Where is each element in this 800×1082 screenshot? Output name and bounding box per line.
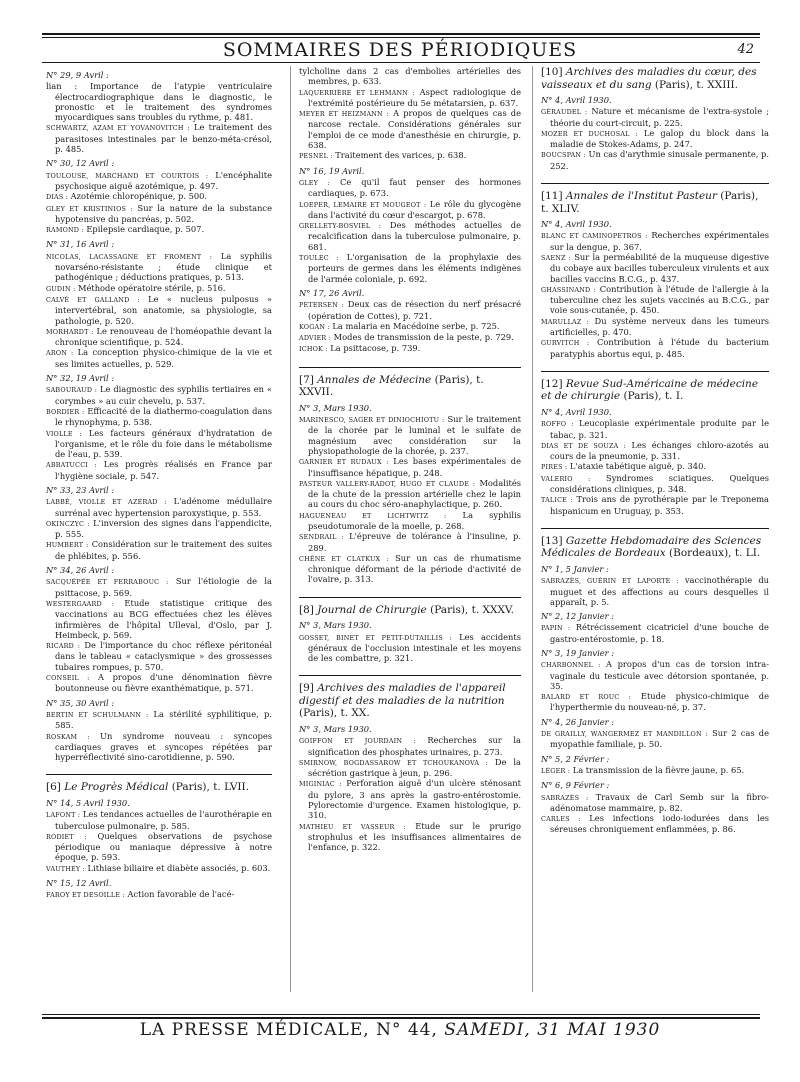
article-entry bbox=[541, 728, 769, 750]
article-title: Le rôle du glycogène dans l'activité du cœur d'escargot, p. 678. bbox=[308, 198, 521, 220]
page-number: 42 bbox=[737, 42, 754, 57]
article-entry bbox=[46, 809, 272, 831]
article-authors: DIAS : bbox=[46, 193, 69, 202]
article-title: tylcholine dans 2 cas d'embolies artérielles des membres, p. 633. bbox=[299, 66, 521, 87]
article-authors: CALVÉ ET GALLAND : bbox=[46, 295, 140, 304]
article-entry bbox=[299, 478, 521, 510]
article-entry bbox=[46, 170, 272, 192]
article-entry bbox=[541, 128, 769, 150]
article-entry bbox=[46, 672, 272, 694]
article-authors: SMIRNOW, BOGDASSAROW ET TCHOUKANOVA : bbox=[299, 758, 489, 767]
article-entry bbox=[46, 640, 272, 672]
footer-journal: LA PRESSE MÉDICALE, N° 44, bbox=[139, 1020, 438, 1040]
issue-date: N° 35, 30 Avril : bbox=[46, 697, 115, 708]
journal-name: Archives des maladies de l'appareil digestif et des maladies de la nutrition bbox=[299, 682, 506, 707]
journal-heading bbox=[299, 675, 521, 720]
journal-place-volume: (Paris), t. XXIII. bbox=[651, 78, 739, 91]
article-title: Considération sur le traitement des suites de phlébites, p. 556. bbox=[55, 539, 272, 561]
article-title: Le renouveau de l'homéopathie devant la chronique scientifique, p. 524. bbox=[55, 325, 272, 348]
article-entry bbox=[46, 709, 272, 731]
article-entry bbox=[541, 106, 769, 128]
article-title: Les facteurs généraux d'hydratation de l'organisme, et le rôle du foie dans le métabolisme de l'eau, p. 539. bbox=[55, 427, 272, 460]
journal-place-volume: (Paris), t. XXXV. bbox=[426, 603, 515, 616]
article-entry bbox=[541, 813, 769, 835]
issue-date: N° 16, 19 Avril. bbox=[299, 165, 365, 176]
article-authors: HUMBERT : bbox=[46, 541, 89, 550]
article-entry bbox=[541, 792, 769, 814]
issue-date: N° 5, 2 Février : bbox=[541, 753, 610, 764]
article-authors: OKINCZYC : bbox=[46, 519, 90, 528]
article-title: Sur la nature de la substance hypotensive du pancréas, p. 502. bbox=[55, 202, 272, 224]
journal-name: Annales de l'Institut Pasteur bbox=[565, 190, 717, 203]
article-title: Quelques observations de psychose périodique ou maniaque dépressive à notre époque, p. 593. bbox=[55, 830, 272, 863]
article-entry bbox=[46, 283, 272, 294]
issue-date: N° 30, 12 Avril : bbox=[46, 158, 115, 169]
article-authors: LABBÉ, VIOLLE ET AZÉRAD : bbox=[46, 498, 167, 507]
article-title: L'organisation de la prophylaxie des porteurs de germes dans les éléments indigènes de l'armée coloniale, p. 692. bbox=[308, 252, 521, 284]
article-title: L'inversion des signes dans l'appendicite, p. 555. bbox=[55, 517, 272, 540]
article-authors: SABOURAUD : bbox=[46, 386, 98, 395]
journal-number: [11] bbox=[541, 190, 563, 203]
article-title: Deux cas de résection du nerf présacré (opération de Cottes), p. 721. bbox=[308, 299, 521, 321]
article-entry bbox=[46, 81, 272, 122]
article-title: Etude sur le prurigo strophulus et les insuffisances alimentaires de l'enfance, p. 322. bbox=[308, 820, 521, 853]
article-title: La transmission de la fièvre jaune, p. 65. bbox=[570, 764, 745, 775]
journal-number: [6] bbox=[46, 781, 61, 794]
article-entry bbox=[299, 553, 521, 585]
article-title: Azotémie chloropénique, p. 500. bbox=[68, 191, 208, 202]
article-authors: VALERIO : bbox=[541, 474, 591, 483]
article-title: Perforation aiguë d'un ulcère sténosant du pylore, 3 ans après la gastro-entérostomie. Pylorectomie d'urgence. Examen histologique, p. 310. bbox=[308, 778, 521, 821]
article-authors: RODIET : bbox=[46, 832, 87, 841]
article-authors: BOUCSPAN : bbox=[541, 151, 586, 160]
article-authors: MIGINIAC : bbox=[299, 780, 342, 789]
article-title: L'épreuve de tolérance à l'insuline, p. 289. bbox=[308, 531, 521, 553]
column-3 bbox=[532, 66, 769, 992]
article-entry bbox=[46, 731, 272, 763]
column-1 bbox=[46, 66, 272, 992]
article-authors: BLANC ET CAMINOPETROS : bbox=[541, 232, 648, 241]
article-authors: MATHIEU ET VASSEUR : bbox=[299, 822, 406, 831]
article-authors: ARON : bbox=[46, 349, 74, 358]
article-entry bbox=[46, 251, 272, 283]
article-title: Les bases expérimentales de l'insuffisance hépatique, p. 248. bbox=[308, 456, 521, 478]
journal-heading bbox=[541, 371, 769, 403]
article-title: Recherches expérimentales sur la dengue, p. 367. bbox=[550, 230, 769, 252]
article-entry bbox=[46, 539, 272, 561]
page-title: SOMMAIRES DES PÉRIODIQUES bbox=[222, 39, 578, 61]
article-title: Etude statistique critique des vaccinations au BCG effectuées chez les élèves infirmières de l'hôpital Ulleval, d'Oslo, par J. Heimbeck, p. 569. bbox=[55, 597, 272, 640]
issue-date: N° 1, 5 Janvier : bbox=[541, 563, 609, 574]
issue-date: N° 3, Mars 1930. bbox=[299, 723, 372, 734]
article-authors: RAMOND : bbox=[46, 226, 84, 235]
journal-number: [13] bbox=[541, 534, 563, 547]
article-authors: VIOLLE : bbox=[46, 429, 82, 438]
article-title: Leucoplasie expérimentale produite par le tabac, p. 321. bbox=[550, 418, 769, 440]
issue-date: N° 15, 12 Avril. bbox=[46, 877, 112, 888]
article-title: Les échanges chloro-azotés au cours de la pneumonie, p. 331. bbox=[550, 439, 769, 462]
article-authors: ROFFO : bbox=[541, 420, 574, 429]
article-authors: SCHWARTZ, AZAM ET YOVANOVITCH : bbox=[46, 124, 190, 133]
article-entry bbox=[299, 414, 521, 456]
article-authors: BALARD ET ROUC : bbox=[541, 693, 632, 702]
article-authors: ABBATUCCI : bbox=[46, 461, 97, 470]
article-title: Nature et mécanisme de l'extra-systole ; théorie du court-circuit, p. 225. bbox=[550, 106, 769, 128]
article-entry bbox=[46, 576, 272, 598]
article-title: Le « nucleus pulposus » intervertébral, son anatomie, sa physiologie, sa pathologie, p. 520. bbox=[55, 293, 272, 326]
article-authors: LÉGER : bbox=[541, 766, 571, 775]
article-title: A propos d'un cas de torsion intra-vaginale du testicule avec détorsion spontanée, p. 35. bbox=[550, 659, 769, 691]
article-title: Traitement des varices, p. 638. bbox=[332, 150, 467, 161]
footer-date: SAMEDI, 31 MAI 1930 bbox=[444, 1020, 661, 1040]
article-entry bbox=[46, 122, 272, 154]
article-title: Aspect radiologique de l'extrémité postérieure du 5e métatarsien, p. 637. bbox=[308, 86, 521, 108]
journal-number: [8] bbox=[299, 603, 314, 616]
article-entry bbox=[46, 496, 272, 518]
article-title: L'encéphalite psychosique aiguë azotémique, p. 497. bbox=[55, 169, 272, 191]
article-title: Sur 2 cas de myopathie familiale, p. 50. bbox=[550, 728, 769, 750]
article-authors: SAENZ : bbox=[541, 253, 571, 262]
article-title: Epilepsie cardiaque, p. 507. bbox=[83, 224, 205, 235]
article-authors: SABRAZÈS, GUÉRIN ET LAPORTE : bbox=[541, 577, 679, 586]
journal-name: Annales de Médecine bbox=[317, 373, 432, 386]
article-entry bbox=[46, 598, 272, 640]
article-authors: PASTEUR VALLERY-RADOT, HUGO ET CLAUDE : bbox=[299, 479, 476, 488]
article-authors: GARNIER ET RUDAUX : bbox=[299, 458, 389, 467]
article-title: Trois ans de pyrothérapie par le Treponema hispanicum en Uruguay, p. 353. bbox=[550, 494, 769, 516]
issue-date: N° 17, 26 Avril. bbox=[299, 287, 365, 298]
journal-heading bbox=[541, 528, 769, 560]
article-authors: SENDRAIL : bbox=[299, 533, 344, 542]
article-authors: CARLES : bbox=[541, 815, 581, 824]
article-entry bbox=[299, 150, 521, 161]
article-title: Contribution à l'étude de l'allergie à la tuberculine chez les sujets vaccinés au B.C.G., par voie sous-cutanée, p. 450. bbox=[550, 283, 769, 316]
issue-date: N° 33, 23 Avril : bbox=[46, 484, 115, 495]
article-title: La conception physico-chimique de la vie et ses limites actuelles, p. 529. bbox=[55, 347, 272, 369]
journal-name: Revue Sud-Américaine de médecine et de chirurgie bbox=[541, 377, 759, 403]
issue-date: N° 4, Avril 1930. bbox=[541, 219, 612, 230]
article-entry bbox=[46, 191, 272, 202]
article-authors: PESNEL : bbox=[299, 152, 333, 161]
article-title: Ce qu'il faut penser des hormones cardiaques, p. 673. bbox=[308, 176, 521, 199]
article-authors: ROSKAM : bbox=[46, 732, 90, 741]
article-entry bbox=[299, 510, 521, 532]
article-authors: NICOLAS, LACASSAGNE ET FROMENT : bbox=[46, 252, 213, 261]
article-authors: CONSEIL : bbox=[46, 674, 90, 683]
article-entry bbox=[299, 821, 521, 853]
issue-date: N° 2, 12 Janvier : bbox=[541, 611, 615, 622]
article-entry bbox=[541, 765, 769, 776]
article-entry bbox=[541, 316, 769, 338]
article-authors: MORHARDT : bbox=[46, 327, 94, 336]
article-entry bbox=[299, 321, 521, 332]
article-authors: MARULLAZ : bbox=[541, 317, 589, 326]
journal-number: [7] bbox=[299, 373, 314, 386]
article-entry bbox=[541, 230, 769, 252]
article-authors: HAGUENEAU ET LICHTWITZ : bbox=[299, 511, 447, 520]
article-title: Etude physico-chimique de l'hyperthermie du nouveau-né, p. 37. bbox=[550, 691, 769, 713]
article-title: Méthode opératoire stérile, p. 516. bbox=[75, 282, 226, 293]
article-entry bbox=[46, 428, 272, 460]
article-entry bbox=[299, 87, 521, 109]
article-authors: ADVIER : bbox=[299, 334, 332, 343]
article-title: Syndromes sciatiques. Quelques considérations cliniques, p. 348. bbox=[550, 472, 769, 495]
article-authors: CHARBONNEL : bbox=[541, 661, 601, 670]
article-authors: PAPIN : bbox=[541, 624, 571, 633]
article-authors: GRELLETY-BOSVIEL : bbox=[299, 222, 382, 231]
article-entry bbox=[541, 418, 769, 440]
article-title: Sur un cas de rhumatisme chronique déformant de la période d'activité de l'ovaire, p. 313. bbox=[308, 552, 521, 585]
article-title: Les infections iodo-iodurées dans les séreuses chroniquement enflammées, p. 86. bbox=[550, 813, 769, 835]
article-title: Modes de transmission de la peste, p. 729. bbox=[331, 332, 514, 343]
issue-date: N° 31, 16 Avril : bbox=[46, 239, 115, 250]
journal-heading bbox=[299, 597, 521, 617]
issue-date: N° 32, 19 Avril : bbox=[46, 373, 115, 384]
issue-date: N° 3, Mars 1930. bbox=[299, 620, 372, 631]
article-title: lian : Importance de l'atypie ventriculaire électrocardiographique dans le diagnostic, le pronostic et le traitement des syndromes myocardiques sans troubles du rythme, p. 481. bbox=[46, 81, 272, 123]
issue-date: N° 34, 26 Avril : bbox=[46, 565, 115, 576]
journal-name: Journal de Chirurgie bbox=[317, 603, 427, 616]
article-entry bbox=[46, 889, 272, 900]
article-authors: ICHOK : bbox=[299, 345, 328, 354]
article-entry bbox=[299, 343, 521, 354]
article-entry bbox=[541, 252, 769, 284]
article-authors: GOIFFON ET JOURDAIN : bbox=[299, 737, 416, 746]
article-entry bbox=[46, 863, 272, 874]
article-entry bbox=[299, 177, 521, 199]
issue-date: N° 3, 19 Janvier : bbox=[541, 647, 615, 658]
article-authors: LAFONT : bbox=[46, 811, 81, 820]
article-entry bbox=[299, 456, 521, 478]
article-title: Les accidents généraux de l'occlusion intestinale et les moyens de les combattre, p. 321. bbox=[308, 631, 521, 664]
article-title: Lithiase biliaire et diabète associés, p. 603. bbox=[84, 862, 271, 873]
article-entry bbox=[46, 326, 272, 348]
article-authors: FAROY ET DESOILLE : bbox=[46, 891, 125, 900]
article-authors: BORDIER : bbox=[46, 407, 85, 416]
article-entry bbox=[46, 224, 272, 235]
bottom-thin-rule bbox=[42, 1014, 760, 1015]
article-authors: DIAS ET DE SOUZA : bbox=[541, 441, 626, 450]
issue-date: N° 29, 9 Avril : bbox=[46, 70, 109, 80]
article-entry bbox=[299, 66, 521, 87]
article-title: Un syndrome nouveau : syncopes cardiaques graves et syncopes répétées par hyperréflectivité sino-carotidienne, p. 590. bbox=[55, 730, 272, 763]
article-entry bbox=[299, 299, 521, 321]
article-entry bbox=[299, 757, 521, 779]
article-authors: WESTERGAARD : bbox=[46, 599, 115, 608]
article-entry bbox=[299, 735, 521, 757]
article-authors: MARINESCO, SAGER ET DINIOCHIOTU : bbox=[299, 416, 445, 425]
journal-place-volume: (Paris), t. XXVII. bbox=[299, 373, 484, 399]
journal-heading bbox=[299, 367, 521, 399]
article-title: Les progrès réalisés en France par l'hygiène sociale, p. 547. bbox=[55, 459, 272, 481]
issue-date: N° 14, 5 Avril 1930. bbox=[46, 797, 130, 808]
article-entry bbox=[541, 149, 769, 171]
journal-number: [9] bbox=[299, 682, 314, 695]
article-authors: PETERSEN : bbox=[299, 301, 344, 310]
article-title: L'ataxie tabétique aiguë, p. 340. bbox=[567, 461, 706, 472]
article-authors: LOEPER, LEMAIRE ET MOUGEOT : bbox=[299, 200, 427, 209]
article-authors: GLEY : bbox=[299, 178, 330, 187]
article-title: Sur l'étiologie de la psittacose, p. 569. bbox=[55, 576, 272, 598]
article-entry bbox=[299, 332, 521, 343]
article-entry bbox=[299, 778, 521, 820]
article-title: La malaria en Macédoine serbe, p. 725. bbox=[329, 320, 500, 331]
article-title: L'adénome médullaire surrénal avec hypertension paroxystique, p. 553. bbox=[55, 496, 272, 518]
article-entry bbox=[46, 384, 272, 406]
article-authors: LAQUERRIÈRE ET LEHMANN : bbox=[299, 88, 415, 97]
article-authors: KOGAN : bbox=[299, 322, 330, 331]
bottom-double-rule bbox=[42, 1017, 760, 1019]
article-entry bbox=[46, 518, 272, 540]
article-title: Modalités de la chute de la pression artérielle chez le lapin au cours du choc séro-anaphylactique, p. 260. bbox=[308, 477, 521, 510]
article-title: Les tendances actuelles de l'aurothérapie en tuberculose pulmonaire, p. 585. bbox=[55, 809, 272, 831]
article-authors: TALICE : bbox=[541, 496, 573, 505]
article-authors: TOULEC : bbox=[299, 254, 339, 263]
article-title: De la sécrétion gastrique à jeun, p. 296. bbox=[308, 756, 521, 779]
article-entry bbox=[541, 622, 769, 644]
article-authors: DE GRAILLY, WANGERMEZ ET MANDILLON : bbox=[541, 730, 708, 739]
article-authors: GÉRAUDEL : bbox=[541, 108, 588, 117]
issue-date: N° 6, 9 Février : bbox=[541, 780, 610, 791]
article-authors: GOSSET, BINET ET PETIT-DUTAILLIS : bbox=[299, 633, 453, 642]
article-authors: GUDIN : bbox=[46, 284, 76, 293]
journal-name: Le Progrès Médical bbox=[64, 781, 169, 794]
article-authors: SABRAZÈS : bbox=[541, 793, 589, 802]
article-title: Action favorable de l'acé- bbox=[124, 889, 235, 900]
article-entry bbox=[46, 203, 272, 225]
article-title: La psittacose, p. 739. bbox=[327, 343, 421, 354]
article-title: Le diagnostic des syphilis tertiaires en « corymbes » au cuir chevelu, p. 537. bbox=[55, 384, 272, 406]
article-entry bbox=[541, 337, 769, 359]
article-authors: VAUTHEY : bbox=[46, 864, 85, 873]
article-entry bbox=[299, 220, 521, 252]
page-footer bbox=[0, 1020, 800, 1040]
article-entry bbox=[541, 575, 769, 607]
article-entry bbox=[46, 294, 272, 326]
article-authors: TOULOUSE, MARCHAND ET COURTOIS : bbox=[46, 171, 209, 180]
article-entry bbox=[46, 406, 272, 428]
article-title: La syphilis pseudotumorale de la moelle, p. 268. bbox=[308, 509, 521, 531]
article-entry bbox=[541, 440, 769, 462]
article-entry bbox=[541, 494, 769, 516]
article-title: Sur le traitement de la chorée par le luminal et le sulfate de magnésium avec considération sur la physiopathologie de la chorée, p. 237. bbox=[308, 414, 521, 456]
top-double-rule bbox=[42, 33, 760, 35]
column-2 bbox=[290, 66, 521, 992]
article-title: Contribution à l'étude du bacterium paratyphis abortus equi, p. 485. bbox=[550, 337, 769, 359]
article-entry bbox=[299, 108, 521, 150]
journal-number: [12] bbox=[541, 377, 563, 390]
article-title: Efficacité de la diathermo-coagulation dans le rhynophyma, p. 538. bbox=[55, 405, 272, 428]
article-title: Du système nerveux dans les tumeurs artificielles, p. 470. bbox=[550, 315, 769, 338]
journal-heading bbox=[46, 774, 272, 794]
article-title: Le galop du block dans la maladie de Stokes-Adams, p. 247. bbox=[550, 127, 769, 150]
article-title: A propos de quelques cas de narcose rectale. Considérations générales sur l'emploi de ce mode d'anesthésie en chirurgie, p. 638. bbox=[308, 108, 521, 151]
article-authors: GLEY ET KRISTINIOS : bbox=[46, 204, 133, 213]
article-title: Des méthodes actuelles de recalcification dans la tuberculose pulmonaire, p. 681. bbox=[308, 220, 521, 252]
article-title: Un cas d'arythmie sinusale permanente, p. 252. bbox=[550, 149, 769, 171]
article-authors: RICARD : bbox=[46, 642, 81, 651]
header-underline bbox=[42, 62, 760, 63]
article-authors: PIRES : bbox=[541, 463, 568, 472]
issue-date: N° 4, Avril 1930. bbox=[541, 95, 612, 105]
article-entry bbox=[46, 831, 272, 863]
article-entry bbox=[46, 347, 272, 369]
article-entry bbox=[541, 284, 769, 316]
article-entry bbox=[299, 632, 521, 664]
article-title: Rétrécissement cicatriciel d'une bouche de gastro-entérostomie, p. 18. bbox=[550, 622, 769, 644]
article-authors: BERTIN ET SCHULMANN : bbox=[46, 710, 149, 719]
article-entry bbox=[299, 531, 521, 553]
article-title: Le traitement des parasitoses intestinales par le benzo-méta-crésol, p. 485. bbox=[55, 122, 272, 155]
article-title: La syphilis novarséno-résistante ; étude clinique et pathogénique ; déductions pratiques, p. 513. bbox=[55, 250, 272, 283]
article-title: Travaux de Carl Semb sur la fibro-adénomatose mammaire, p. 82. bbox=[550, 791, 769, 813]
journal-place-volume: (Paris), t. XLIV. bbox=[541, 190, 759, 215]
issue-date: N° 3, Mars 1930. bbox=[299, 402, 372, 413]
journal-name: Gazette Hebdomadaire des Sciences Médicales de Bordeaux bbox=[541, 534, 762, 560]
article-authors: GURVITCH : bbox=[541, 339, 590, 348]
article-entry bbox=[541, 659, 769, 691]
article-entry bbox=[541, 461, 769, 472]
article-title: A propos d'une dénomination fièvre boutonneuse ou fièvre exanthématique, p. 571. bbox=[55, 672, 272, 694]
journal-place-volume: (Paris), t. I. bbox=[620, 390, 684, 403]
journal-place-volume: (Paris), t. LVII. bbox=[168, 781, 250, 794]
article-title: Sur la perméabilité de la muqueuse digestive du cobaye aux bacilles tuberculeux virulents et aux bacilles vaccins B.C.G., p. 437. bbox=[550, 251, 769, 284]
article-authors: MEYER ET HEIZMANN : bbox=[299, 110, 389, 119]
journal-heading bbox=[541, 66, 769, 91]
article-entry bbox=[299, 199, 521, 221]
journal-number: [10] bbox=[541, 66, 563, 78]
journal-heading bbox=[541, 183, 769, 215]
article-title: La stérilité syphilitique, p. 585. bbox=[55, 708, 272, 731]
article-entry bbox=[541, 691, 769, 713]
issue-date: N° 4, Avril 1930. bbox=[541, 406, 612, 417]
article-title: De l'importance du choc réflexe péritonéal dans le tableau « cataclysmique » des grossesses tubaires rompues, p. 570. bbox=[55, 640, 272, 672]
journal-name: Archives des maladies du cœur, des vaisseaux et du sang bbox=[541, 66, 757, 91]
article-entry bbox=[299, 252, 521, 284]
journal-place-volume: (Bordeaux), t. LI. bbox=[665, 547, 761, 560]
article-entry bbox=[46, 459, 272, 481]
journal-place-volume: (Paris), t. XX. bbox=[299, 707, 370, 720]
article-authors: GHASSINAND : bbox=[541, 285, 597, 294]
article-authors: MOZER ET DUCHOSAL : bbox=[541, 129, 638, 138]
issue-date: N° 4, 26 Janvier : bbox=[541, 716, 615, 727]
article-authors: CHÊNE ET CLATKUX : bbox=[299, 554, 389, 563]
article-title: vaccinothérapie du muguet et des affections au cours desquelles il apparaît, p. 5. bbox=[550, 575, 769, 607]
article-entry bbox=[541, 473, 769, 495]
article-authors: SACQUÉPÉE ET FERRABOUC : bbox=[46, 578, 169, 587]
article-title: Recherches sur la signification des phosphates urinaires, p. 273. bbox=[308, 735, 521, 757]
